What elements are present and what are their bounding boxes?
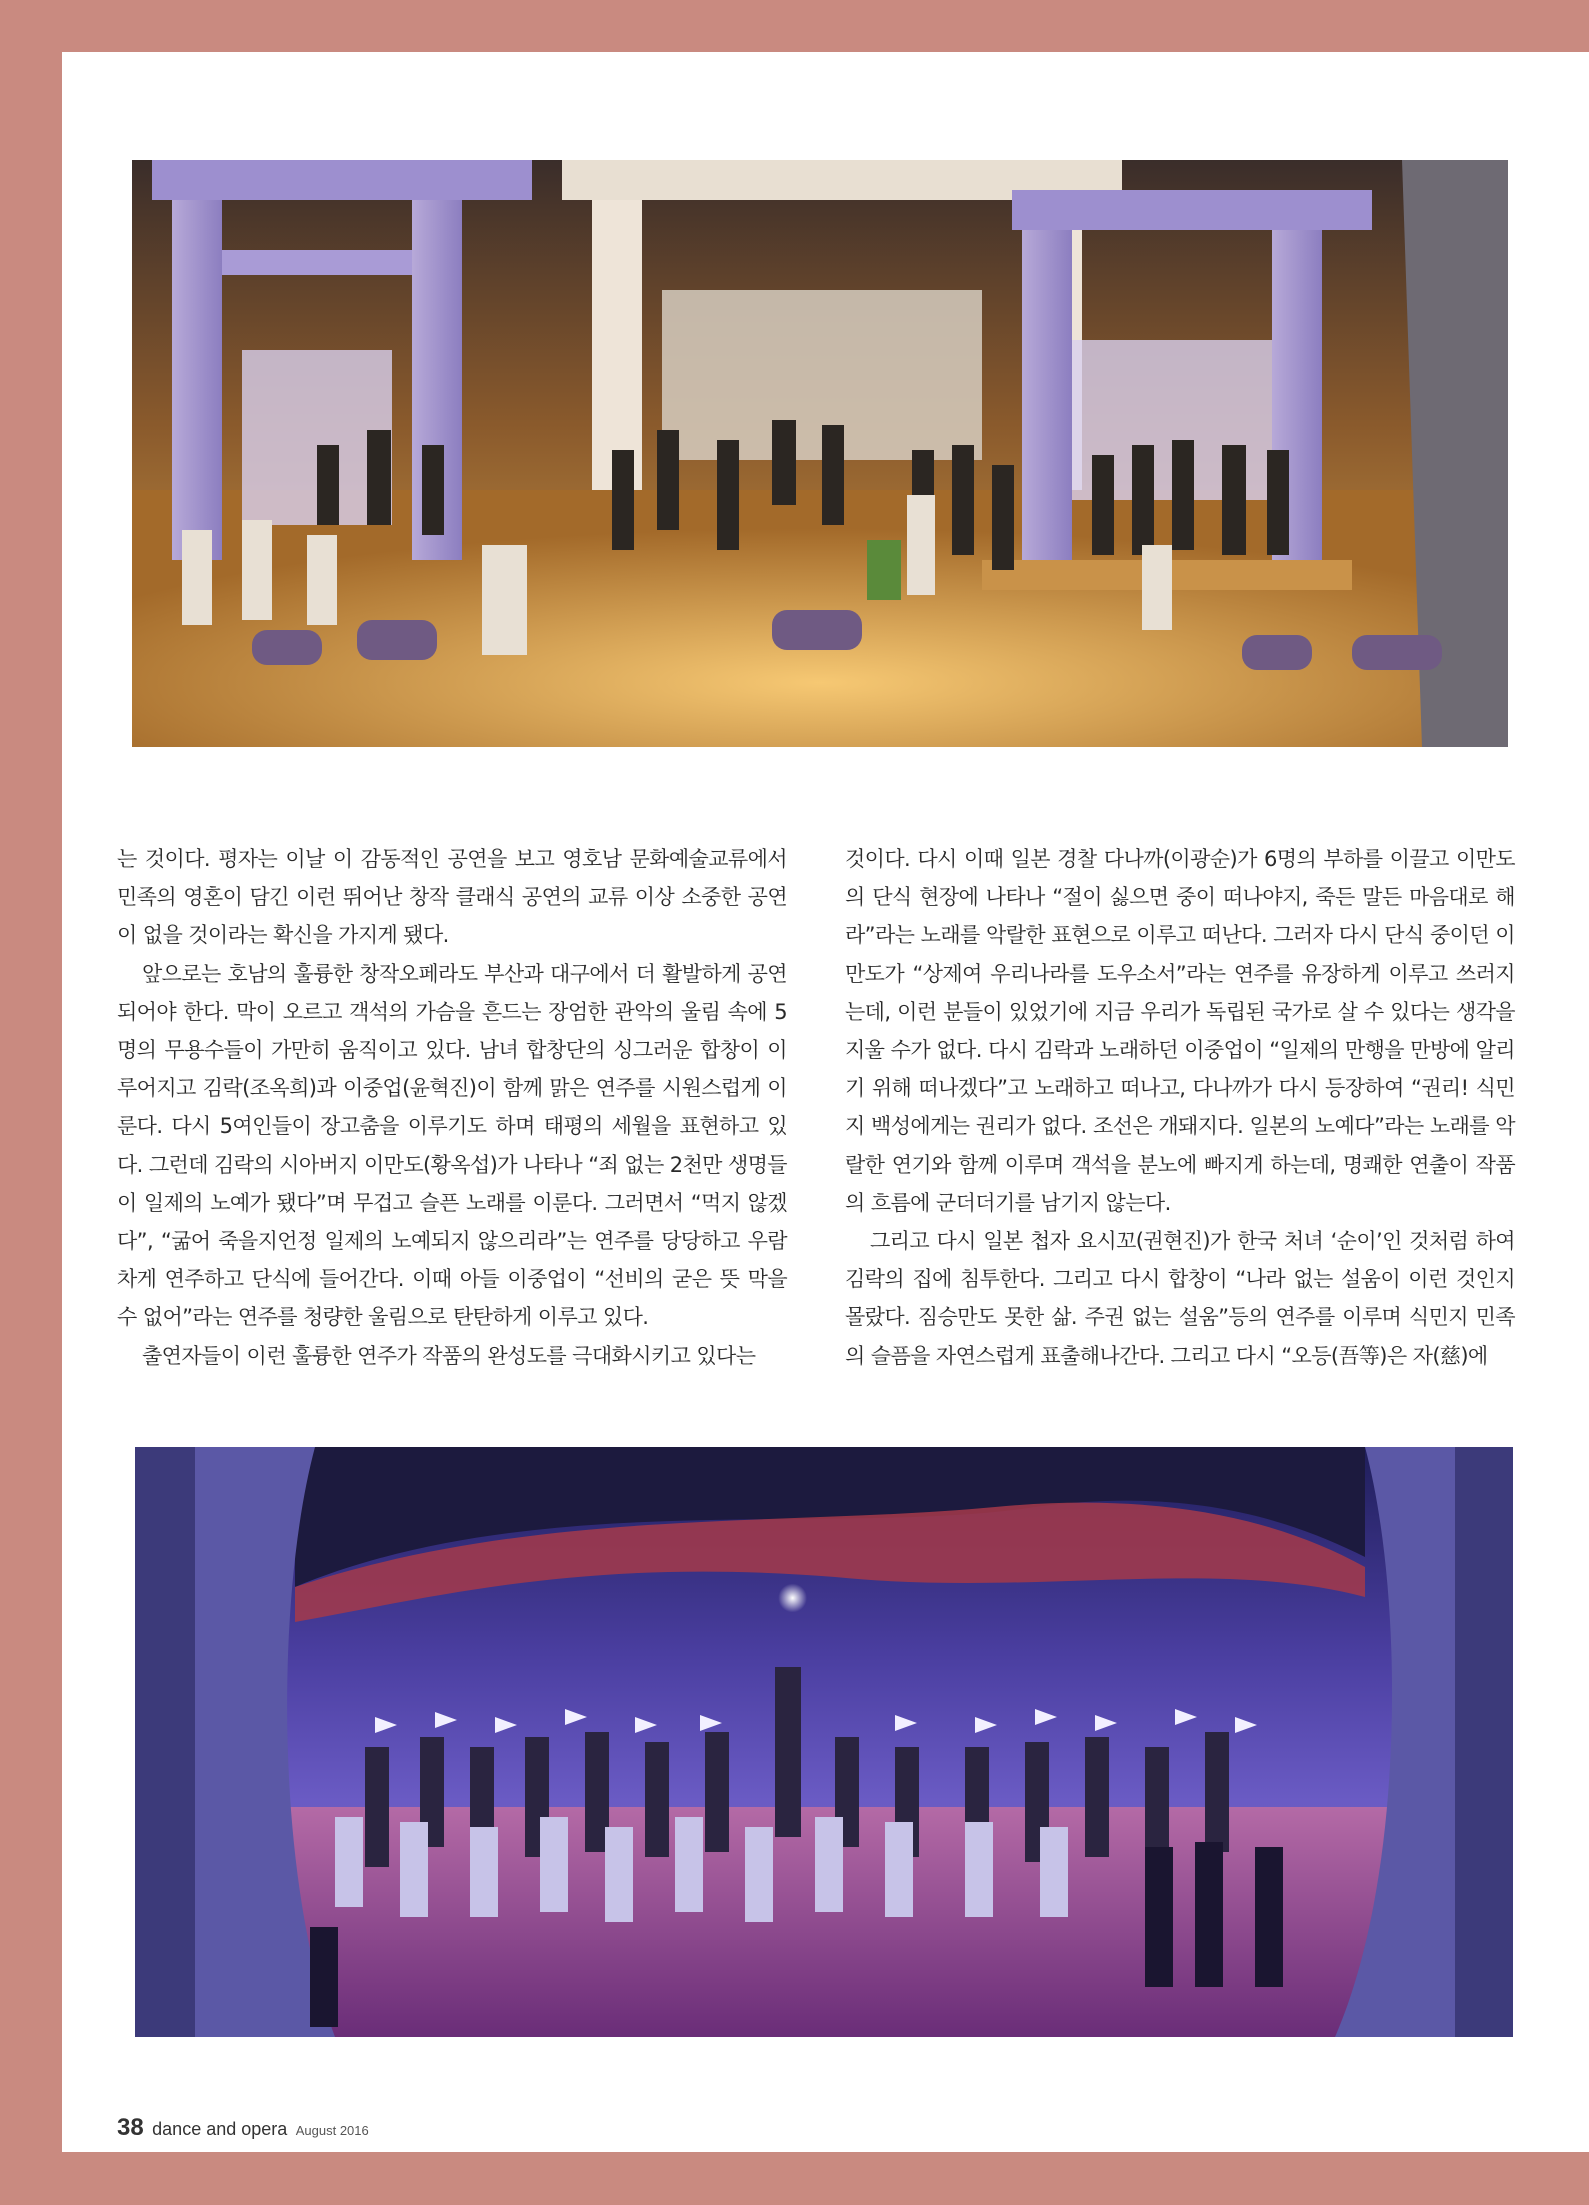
issue-date: August 2016 [295,2123,369,2138]
stage-photo-bottom [135,1447,1513,2037]
article-paragraph: 그리고 다시 일본 첩자 요시꼬(권현진)가 한국 처녀 ‘순이’인 것처럼 하여 김락의 집에 침투한다. 그리고 다시 합창이 “나라 없는 설움이 이런 것인지 몰랐다. 짐승만도 못한 삶. 주권 없는 설움”등의 연주를 이루며 식민지 민족의 슬픔을 자연스럽게 표출해나간다. 그리고 다시 “오등(吾等)은 자(慈)에 [845,1229,1515,1368]
article-paragraph: 는 것이다. 평자는 이날 이 감동적인 공연을 보고 영호남 문화예술교류에서 민족의 영혼이 담긴 이런 뛰어난 창작 클래식 공연의 교류 이상 소중한 공연이 없을 것이라는 확신을 가지게 됐다. [117,847,787,948]
article-column-left [117,840,787,1375]
article-paragraph: 출연자들이 이런 훌륭한 연주가 작품의 완성도를 극대화시키고 있다는 [142,1343,756,1368]
page-footer [117,2114,369,2142]
article-paragraph: 것이다. 다시 이때 일본 경찰 다나까(이광순)가 6명의 부하를 이끌고 이만도의 단식 현장에 나타나 “절이 싫으면 중이 떠나야지, 죽든 말든 마음대로 해라”라는 노래를 악랄한 표현으로 이루고 떠난다. 그러자 다시 단식 중이던 이만도가 “상제여 우리나라를 도우소서”라는 연주를 유장하게 이루고 쓰러지는데, 이런 분들이 있었기에 지금 우리가 독립된 국가로 살 수 있다는 생각을 지울 수가 없다. 다시 김락과 노래하던 이중업이 “일제의 만행을 만방에 알리기 위해 떠나겠다”고 노래하고 떠나고, 다나까가 다시 등장하여 “권리! 식민지 백성에게는 권리가 없다. 조선은 개돼지다. 일본의 노예다”라는 노래를 악랄한 연기와 함께 이루며 객석을 분노에 빠지게 하는데, 명쾌한 연출이 작품의 흐름에 군더더기를 남기지 않는다. [845,847,1515,1215]
magazine-title: dance and opera [152,2119,288,2139]
article-column-right [845,840,1515,1375]
magazine-page [62,52,1589,2152]
stage-photo-top-image [132,160,1508,747]
stage-photo-bottom-image [135,1447,1513,2037]
stage-photo-top [132,160,1508,747]
article-paragraph: 앞으로는 호남의 훌륭한 창작오페라도 부산과 대구에서 더 활발하게 공연되어야 한다. 막이 오르고 객석의 가슴을 흔드는 장엄한 관악의 울림 속에 5명의 무용수들이 가만히 움직이고 있다. 남녀 합창단의 싱그러운 합창이 이루어지고 김락(조옥희)과 이중업(윤혁진)이 함께 맑은 연주를 시원스럽게 이룬다. 다시 5여인들이 장고춤을 이루기도 하며 태평의 세월을 표현하고 있다. 그런데 김락의 시아버지 이만도(황옥섭)가 나타나 “죄 없는 2천만 생명들이 일제의 노예가 됐다”며 무겁고 슬픈 노래를 이룬다. 그러면서 “먹지 않겠다”, “굶어 죽을지언정 일제의 노예되지 않으리라”는 연주를 당당하고 우람차게 연주하고 단식에 들어간다. 이때 아들 이중업이 “선비의 굳은 뜻 막을 수 없어”라는 연주를 청량한 울림으로 탄탄하게 이루고 있다. [117,961,787,1330]
page-number: 38 [117,2114,144,2141]
